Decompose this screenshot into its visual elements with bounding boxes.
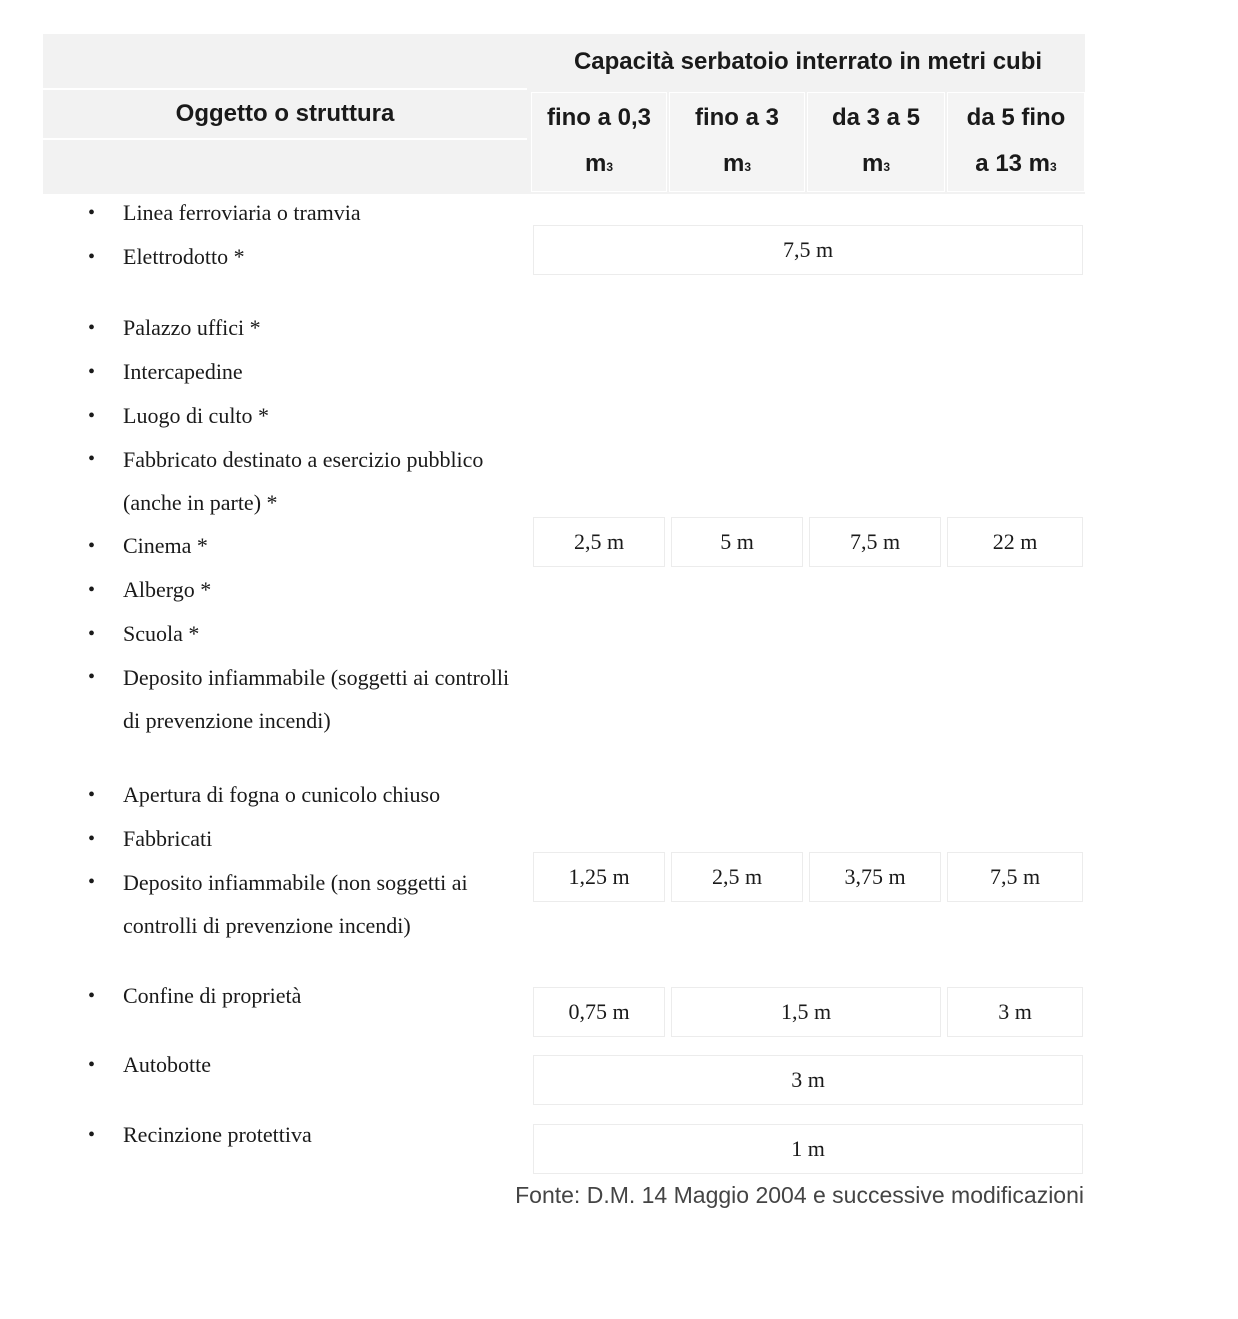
distance-value-cell: 2,5 m xyxy=(671,852,803,902)
capacity-column-header xyxy=(947,92,1085,192)
distance-value-cell: 5 m xyxy=(671,517,803,567)
capacity-column-line1: fino a 0,3 xyxy=(546,103,652,131)
distance-value-cell: 3,75 m xyxy=(809,852,941,902)
distance-value-cell: 7,5 m xyxy=(809,517,941,567)
list-item: • Apertura di fogna o cunicolo chiuso xyxy=(88,773,518,817)
capacity-column-line1: da 3 a 5 xyxy=(831,103,921,131)
object-list xyxy=(88,974,518,1018)
distance-value-cell: 1 m xyxy=(533,1124,1083,1174)
list-item: • Elettrodotto * xyxy=(88,235,518,279)
distance-value-cell: 2,5 m xyxy=(533,517,665,567)
list-item: • Scuola * xyxy=(88,612,518,656)
object-column-label: Oggetto o struttura xyxy=(175,100,395,127)
distance-value-cell: 1,25 m xyxy=(533,852,665,902)
object-list xyxy=(88,191,518,279)
list-item: • Intercapedine xyxy=(88,350,518,394)
capacity-column-line2: m3 xyxy=(584,149,614,177)
distance-value-cell: 3 m xyxy=(947,987,1083,1037)
capacity-group-label: Capacità serbatoio interrato in metri cubi xyxy=(573,48,1043,75)
distance-value-cell: 22 m xyxy=(947,517,1083,567)
object-list xyxy=(88,306,518,742)
list-item: • Fabbricati xyxy=(88,817,518,861)
distance-value-cell: 7,5 m xyxy=(533,225,1083,275)
distance-value-cell: 1,5 m xyxy=(671,987,941,1037)
distance-value-cell: 0,75 m xyxy=(533,987,665,1037)
capacity-column-line1: da 5 fino xyxy=(966,103,1066,131)
capacity-column-line1: fino a 3 xyxy=(694,103,779,131)
list-item: • Deposito infiammabile (non soggetti ai controlli di prevenzione incendi) xyxy=(88,861,518,947)
capacity-column-line2: m3 xyxy=(722,149,752,177)
capacity-column-header xyxy=(807,92,945,192)
list-item: • Palazzo uffici * xyxy=(88,306,518,350)
list-item: • Cinema * xyxy=(88,524,518,568)
list-item: • Fabbricato destinato a esercizio pubblico (anche in parte) * xyxy=(88,438,518,524)
list-item: • Autobotte xyxy=(88,1043,518,1087)
list-item: • Confine di proprietà xyxy=(88,974,518,1018)
source-note: Fonte: D.M. 14 Maggio 2004 e successive modificazioni xyxy=(515,1182,1084,1208)
capacity-group-header xyxy=(531,34,1085,90)
object-list xyxy=(88,1043,518,1087)
object-list xyxy=(88,773,518,947)
distance-value-cell: 3 m xyxy=(533,1055,1083,1105)
list-item: • Linea ferroviaria o tramvia xyxy=(88,191,518,235)
capacity-column-header xyxy=(669,92,805,192)
list-item: • Deposito infiammabile (soggetti ai controlli di prevenzione incendi) xyxy=(88,656,518,742)
object-list xyxy=(88,1113,518,1157)
capacity-column-line2: m3 xyxy=(861,149,891,177)
list-item: • Luogo di culto * xyxy=(88,394,518,438)
list-item: • Recinzione protettiva xyxy=(88,1113,518,1157)
capacity-column-header xyxy=(531,92,667,192)
object-column-header xyxy=(43,90,527,138)
list-item: • Albergo * xyxy=(88,568,518,612)
distance-value-cell: 7,5 m xyxy=(947,852,1083,902)
capacity-column-line2: a 13 m3 xyxy=(975,149,1057,177)
